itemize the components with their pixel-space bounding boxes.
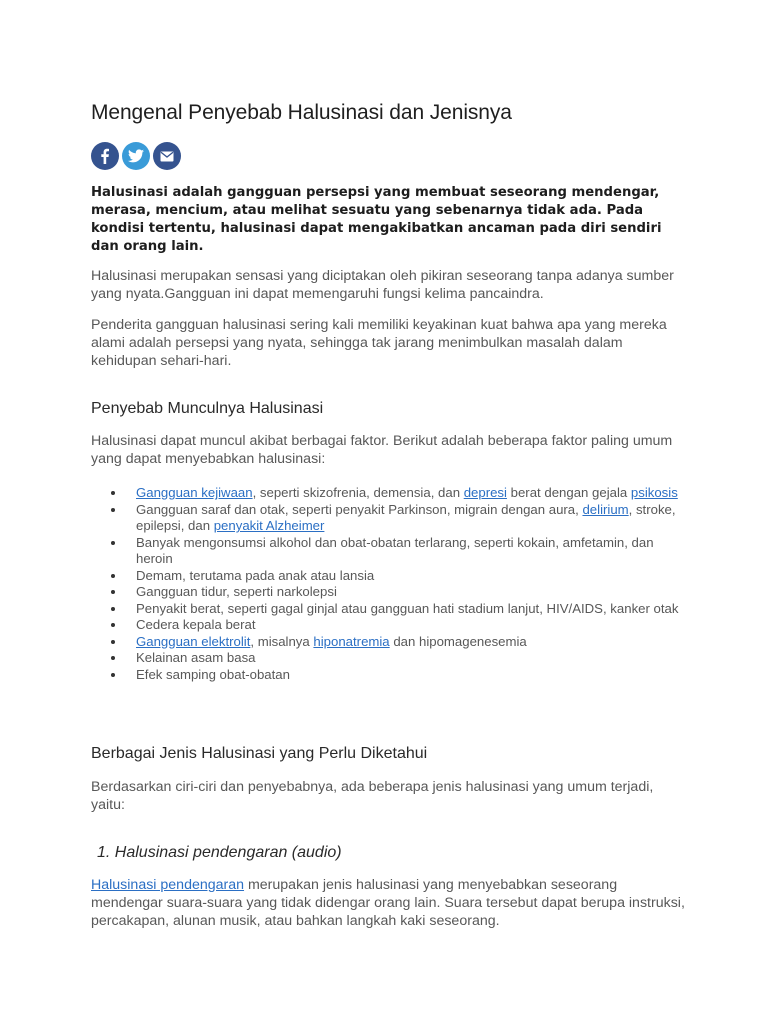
- types-intro: Berdasarkan ciri-ciri dan penyebabnya, ada beberapa jenis halusinasi yang umum terjadi, yaitu:: [91, 779, 654, 813]
- link-hiponatremia[interactable]: hiponatremia: [313, 633, 390, 649]
- causes-list: [111, 485, 686, 683]
- email-icon: [160, 151, 174, 162]
- intro-paragraph-1: Halusinasi merupakan sensasi yang diciptakan oleh pikiran seseorang tanpa adanya sumber yang nyata.Gangguan ini dapat memengaruhi fungsi kelima pancaindra.: [91, 268, 674, 302]
- list-item: Demam, terutama pada anak atau lansia: [111, 568, 686, 585]
- share-bar: [91, 142, 184, 170]
- facebook-icon: [98, 148, 112, 164]
- link-depresi[interactable]: depresi: [463, 485, 507, 500]
- link-halusinasi-pendengaran[interactable]: Halusinasi pendengaran: [91, 877, 245, 893]
- type-1-paragraph: Halusinasi pendengaran merupakan jenis halusinasi yang menyebabkan seseorang mendengar suara-suara yang tidak didengar orang lain. Suara tersebut dapat berupa instruksi, percakapan, alunan musik, atau bahkan langkah kaki seseorang.: [91, 877, 685, 929]
- twitter-share-button[interactable]: [122, 142, 150, 170]
- types-heading: Berbagai Jenis Halusinasi yang Perlu Diketahui: [91, 745, 428, 762]
- email-share-button[interactable]: [153, 142, 181, 170]
- list-item: Penyakit berat, seperti gagal ginjal atau gangguan hati stadium lanjut, HIV/AIDS, kanker otak: [111, 601, 686, 618]
- article-title: Mengenal Penyebab Halusinasi dan Jenisnya: [91, 101, 512, 124]
- list-item: Kelainan asam basa: [111, 650, 686, 667]
- list-item: Gangguan saraf dan otak, seperti penyakit Parkinson, migrain dengan aura, delirium, stroke, epilepsi, dan penyakit Alzheimer: [111, 502, 686, 535]
- intro-paragraph-2: Penderita gangguan halusinasi sering kali memiliki keyakinan kuat bahwa apa yang mereka alami adalah persepsi yang nyata, sehingga tak jarang menimbulkan masalah dalam kehidupan sehari-hari.: [91, 317, 667, 369]
- list-item: Cedera kepala berat: [111, 617, 686, 634]
- link-psikosis[interactable]: psikosis: [630, 485, 678, 500]
- link-delirium[interactable]: delirium: [582, 501, 629, 517]
- article-lead: Halusinasi adalah gangguan persepsi yang membuat seseorang mendengar, merasa, mencium, atau melihat sesuatu yang sebenarnya tidak ada. Pada kondisi tertentu, halusinasi dapat mengakibatkan ancaman pada diri sendiri dan orang lain.: [91, 185, 662, 254]
- causes-heading: Penyebab Munculnya Halusinasi: [91, 400, 324, 417]
- link-gangguan-elektrolit[interactable]: Gangguan elektrolit: [136, 633, 251, 649]
- list-item: Gangguan tidur, seperti narkolepsi: [111, 584, 686, 601]
- facebook-share-button[interactable]: [91, 142, 119, 170]
- link-penyakit-alzheimer[interactable]: penyakit Alzheimer: [213, 518, 325, 533]
- type-1-heading: 1. Halusinasi pendengaran (audio): [97, 844, 342, 861]
- link-gangguan-kejiwaan[interactable]: Gangguan kejiwaan: [136, 485, 253, 500]
- list-item: Banyak mengonsumsi alkohol dan obat-obatan terlarang, seperti kokain, amfetamin, dan heroin: [111, 535, 686, 568]
- twitter-icon: [128, 149, 144, 163]
- causes-intro: Halusinasi dapat muncul akibat berbagai faktor. Berikut adalah beberapa faktor paling umum yang dapat menyebabkan halusinasi:: [91, 433, 673, 467]
- list-item: Gangguan elektrolit, misalnya hiponatremia dan hipomagenesemia: [111, 634, 686, 651]
- list-item: Efek samping obat-obatan: [111, 667, 686, 684]
- list-item: Gangguan kejiwaan, seperti skizofrenia, demensia, dan depresi berat dengan gejala psikosis: [111, 485, 686, 502]
